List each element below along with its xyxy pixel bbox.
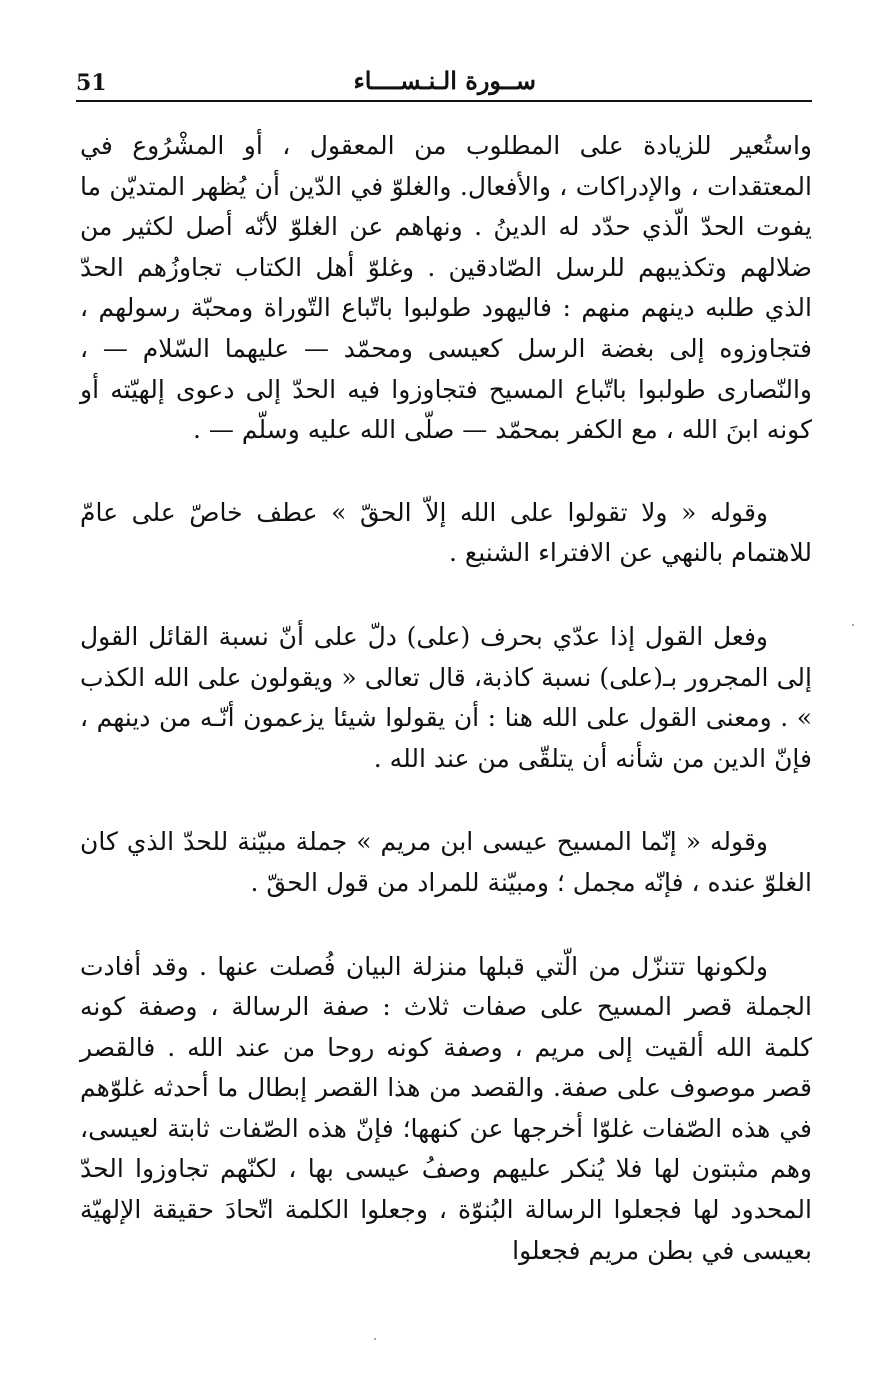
paragraph: واستُعير للزيادة على المطلوب من المعقول ، أو المشْرُوع في المعتقدات ، والإدراكات ، والأفعال. والغلوّ في الدّين أن يُظهر المتديّن ما يفوت الحدّ الّذي حدّد له الدينُ . ونهاهم عن الغلوّ لأنّه أصل لكثير من ضلالهم وتكذيبهم للرسل الصّادقين . وغلوّ أهل الكتاب تجاوزُهم الحدّ الذي طلبه دينهم منهم : فاليهود طولبوا باتّباع التّوراة ومحبّة رسولهم ، فتجاوزوه إلى بغضة الرسل كعيسى ومحمّد — عليهما السّلام — ، والنّصارى طولبوا باتّباع المسيح فتجاوزوا فيه الحدّ إلى دعوى إلهيّته أو كونه ابنَ الله ، مع الكفر بمحمّد — صلّى الله عليه وسلّم — . — [80, 131, 812, 445]
page-body — [80, 126, 812, 1271]
surah-title: ســورة الـنـســــاء — [353, 66, 536, 95]
paragraph: وقوله « إنّما المسيح عيسى ابن مريم » جملة مبيّنة للحدّ الذي كان الغلوّ عنده ، فإنّه مجمل ؛ ومبيّنة للمراد من قول الحقّ . — [80, 827, 812, 897]
paper-speck — [852, 624, 854, 626]
header-rule — [76, 100, 812, 102]
page-number: 51 — [76, 70, 107, 96]
paragraph: وقوله « ولا تقولوا على الله إلاّ الحقّ » عطف خاصّ على عامّ للاهتمام بالنهي عن الافتراء الشنيع . — [80, 497, 812, 568]
paper-speck — [374, 1338, 376, 1340]
paragraph: ولكونها تتنزّل من الّتي قبلها منزلة البيان فُصلت عنها . وقد أفادت الجملة قصر المسيح على صفات ثلاث : صفة الرسالة ، وصفة كونه كلمة الله ألقيت إلى مريم ، وصفة كونه روحا من عند الله . فالقصر قصر موصوف على صفة. والقصد من هذا القصر إبطال ما أحدثه غلوّهم في هذه الصّفات غلوّا أخرجها عن كنهها؛ فإنّ هذه الصّفات ثابتة لعيسى، وهم مثبتون لها فلا يُنكر عليهم وصفُ عيسى بها ، لكنّهم تجاوزوا الحدّ المحدود لها فجعلوا الرسالة البُنوّة ، وجعلوا الكلمة اتّحادَ حقيقة الإلهيّة بعيسى في بطن مريم فجعلوا — [80, 951, 812, 1265]
paragraph: وفعل القول إذا عدّي بحرف (على) دلّ على أنّ نسبة القائل القول إلى المجرور بـ(على) نسبة كاذبة، قال تعالى « ويقولون على الله الكذب » . ومعنى القول على الله هنا : أن يقولوا شيئا يزعمون أنّـه من دينهم ، فإنّ الدين من شأنه أن يتلقّى من عند الله . — [80, 621, 812, 773]
page-header — [76, 62, 812, 102]
